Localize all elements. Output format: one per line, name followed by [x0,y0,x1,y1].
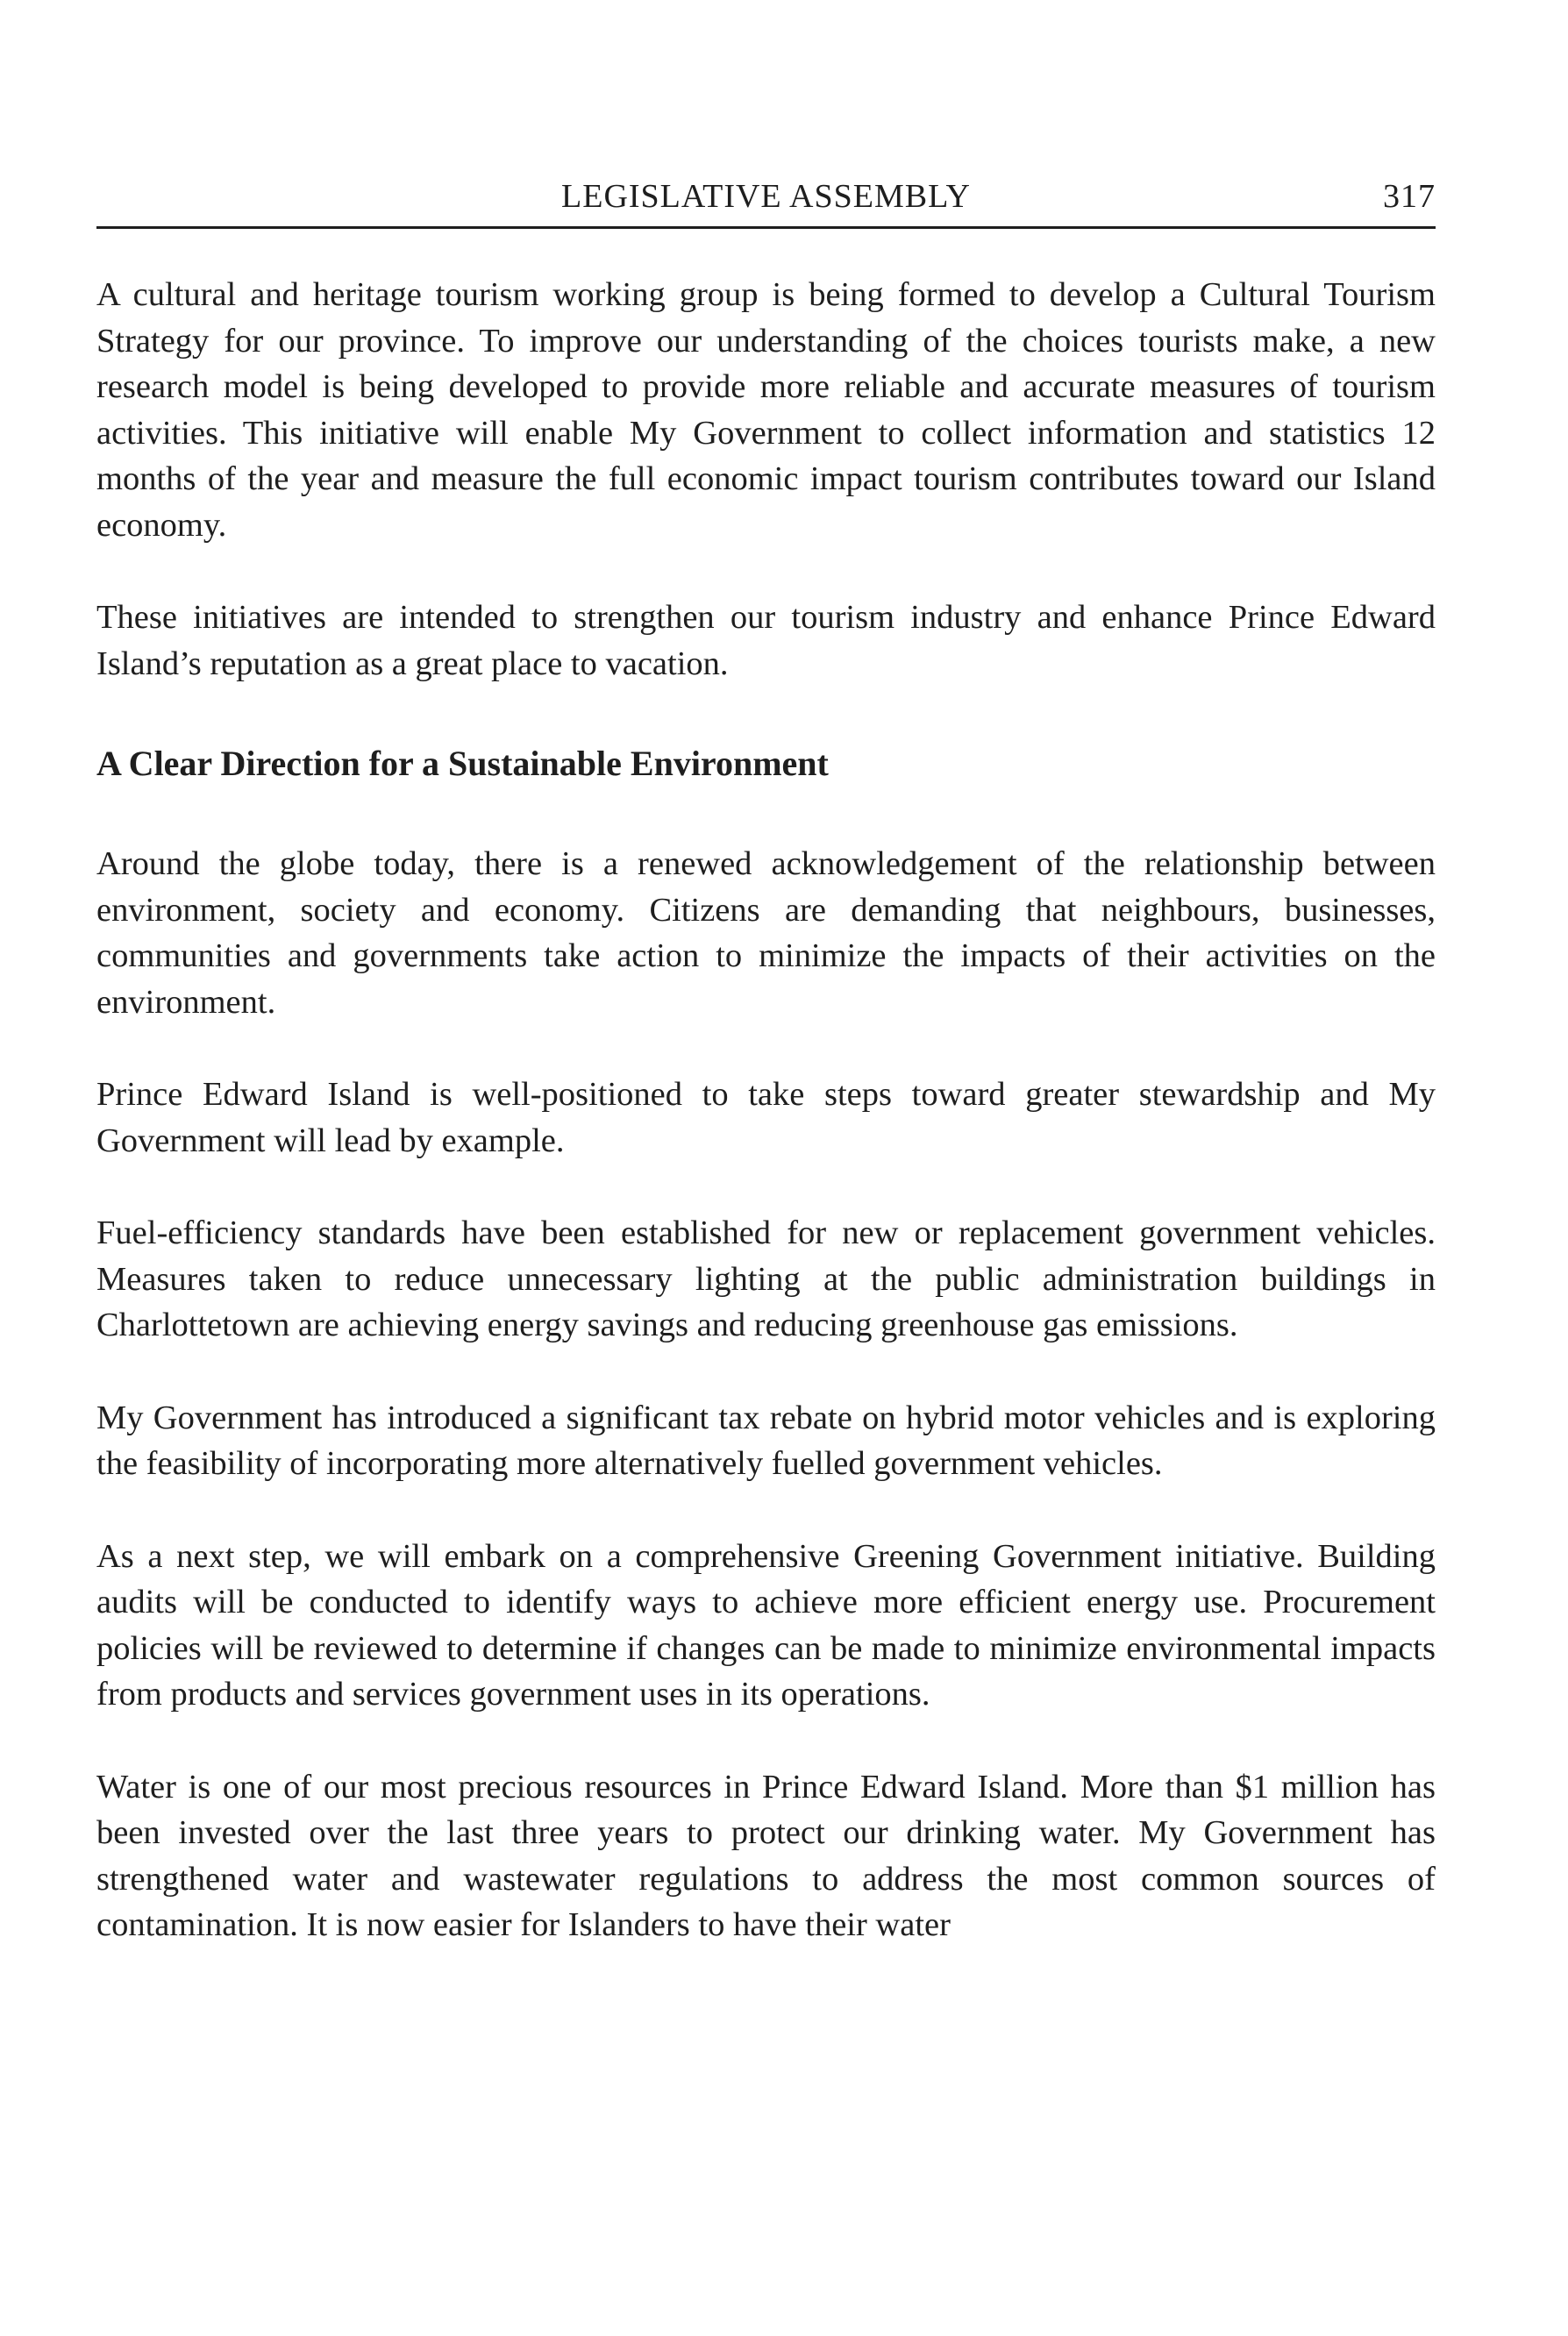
body-text [96,272,1436,1995]
paragraph-global-environment: Around the globe today, there is a renewed acknowledgement of the relationship between environment, society and economy. Citizens are demanding that neighbours, businesses, communities and governments take action to minimize the impacts of their activities on the environment. [96,845,1436,1021]
paragraph-stewardship: Prince Edward Island is well-positioned to take steps toward greater stewardship and My Government will lead by example. [96,1076,1436,1159]
paragraph-cultural-tourism: A cultural and heritage tourism working group is being formed to develop a Cultural Tourism Strategy for our province. To improve our understanding of the choices tourists make, a new research model is being developed to provide more reliable and accurate measures of tourism activities. This initiative will enable My Government to collect information and statistics 12 months of the year and measure the full economic impact tourism contributes toward our Island economy. [96,276,1436,544]
paragraph-fuel-efficiency: Fuel-efficiency standards have been established for new or replacement government vehicles. Measures taken to reduce unnecessary lighting at the public administration buildings in Charlottetown are achieving energy savings and reducing greenhouse gas emissions. [96,1214,1436,1343]
page-number: 317 [1383,178,1436,215]
paragraph-hybrid-rebate: My Government has introduced a significant tax rebate on hybrid motor vehicles and is exploring the feasibility of incorporating more alternatively fuelled government vehicles. [96,1399,1436,1482]
section-heading: A Clear Direction for a Sustainable Environment [96,744,829,783]
document-page [96,0,1436,2336]
paragraph-greening-government: As a next step, we will embark on a comprehensive Greening Government initiative. Building audits will be conducted to identify ways to achieve more efficient energy use. Procurement policies will be reviewed to determine if changes can be made to minimize environmental impacts from products and services government uses in its operations. [96,1537,1436,1713]
paragraph-water-resources: Water is one of our most precious resources in Prince Edward Island. More than $1 million has been invested over the last three years to protect our drinking water. My Government has strengthened water and wastewater regulations to address the most common sources of contamination. It is now easier for Islanders to have their water [96,1768,1436,1943]
header-title: LEGISLATIVE ASSEMBLY [561,178,971,215]
paragraph-tourism-initiatives: These initiatives are intended to strengthen our tourism industry and enhance Prince Edward Island’s reputation as a great place to vacation. [96,599,1436,682]
running-header [96,172,1436,229]
